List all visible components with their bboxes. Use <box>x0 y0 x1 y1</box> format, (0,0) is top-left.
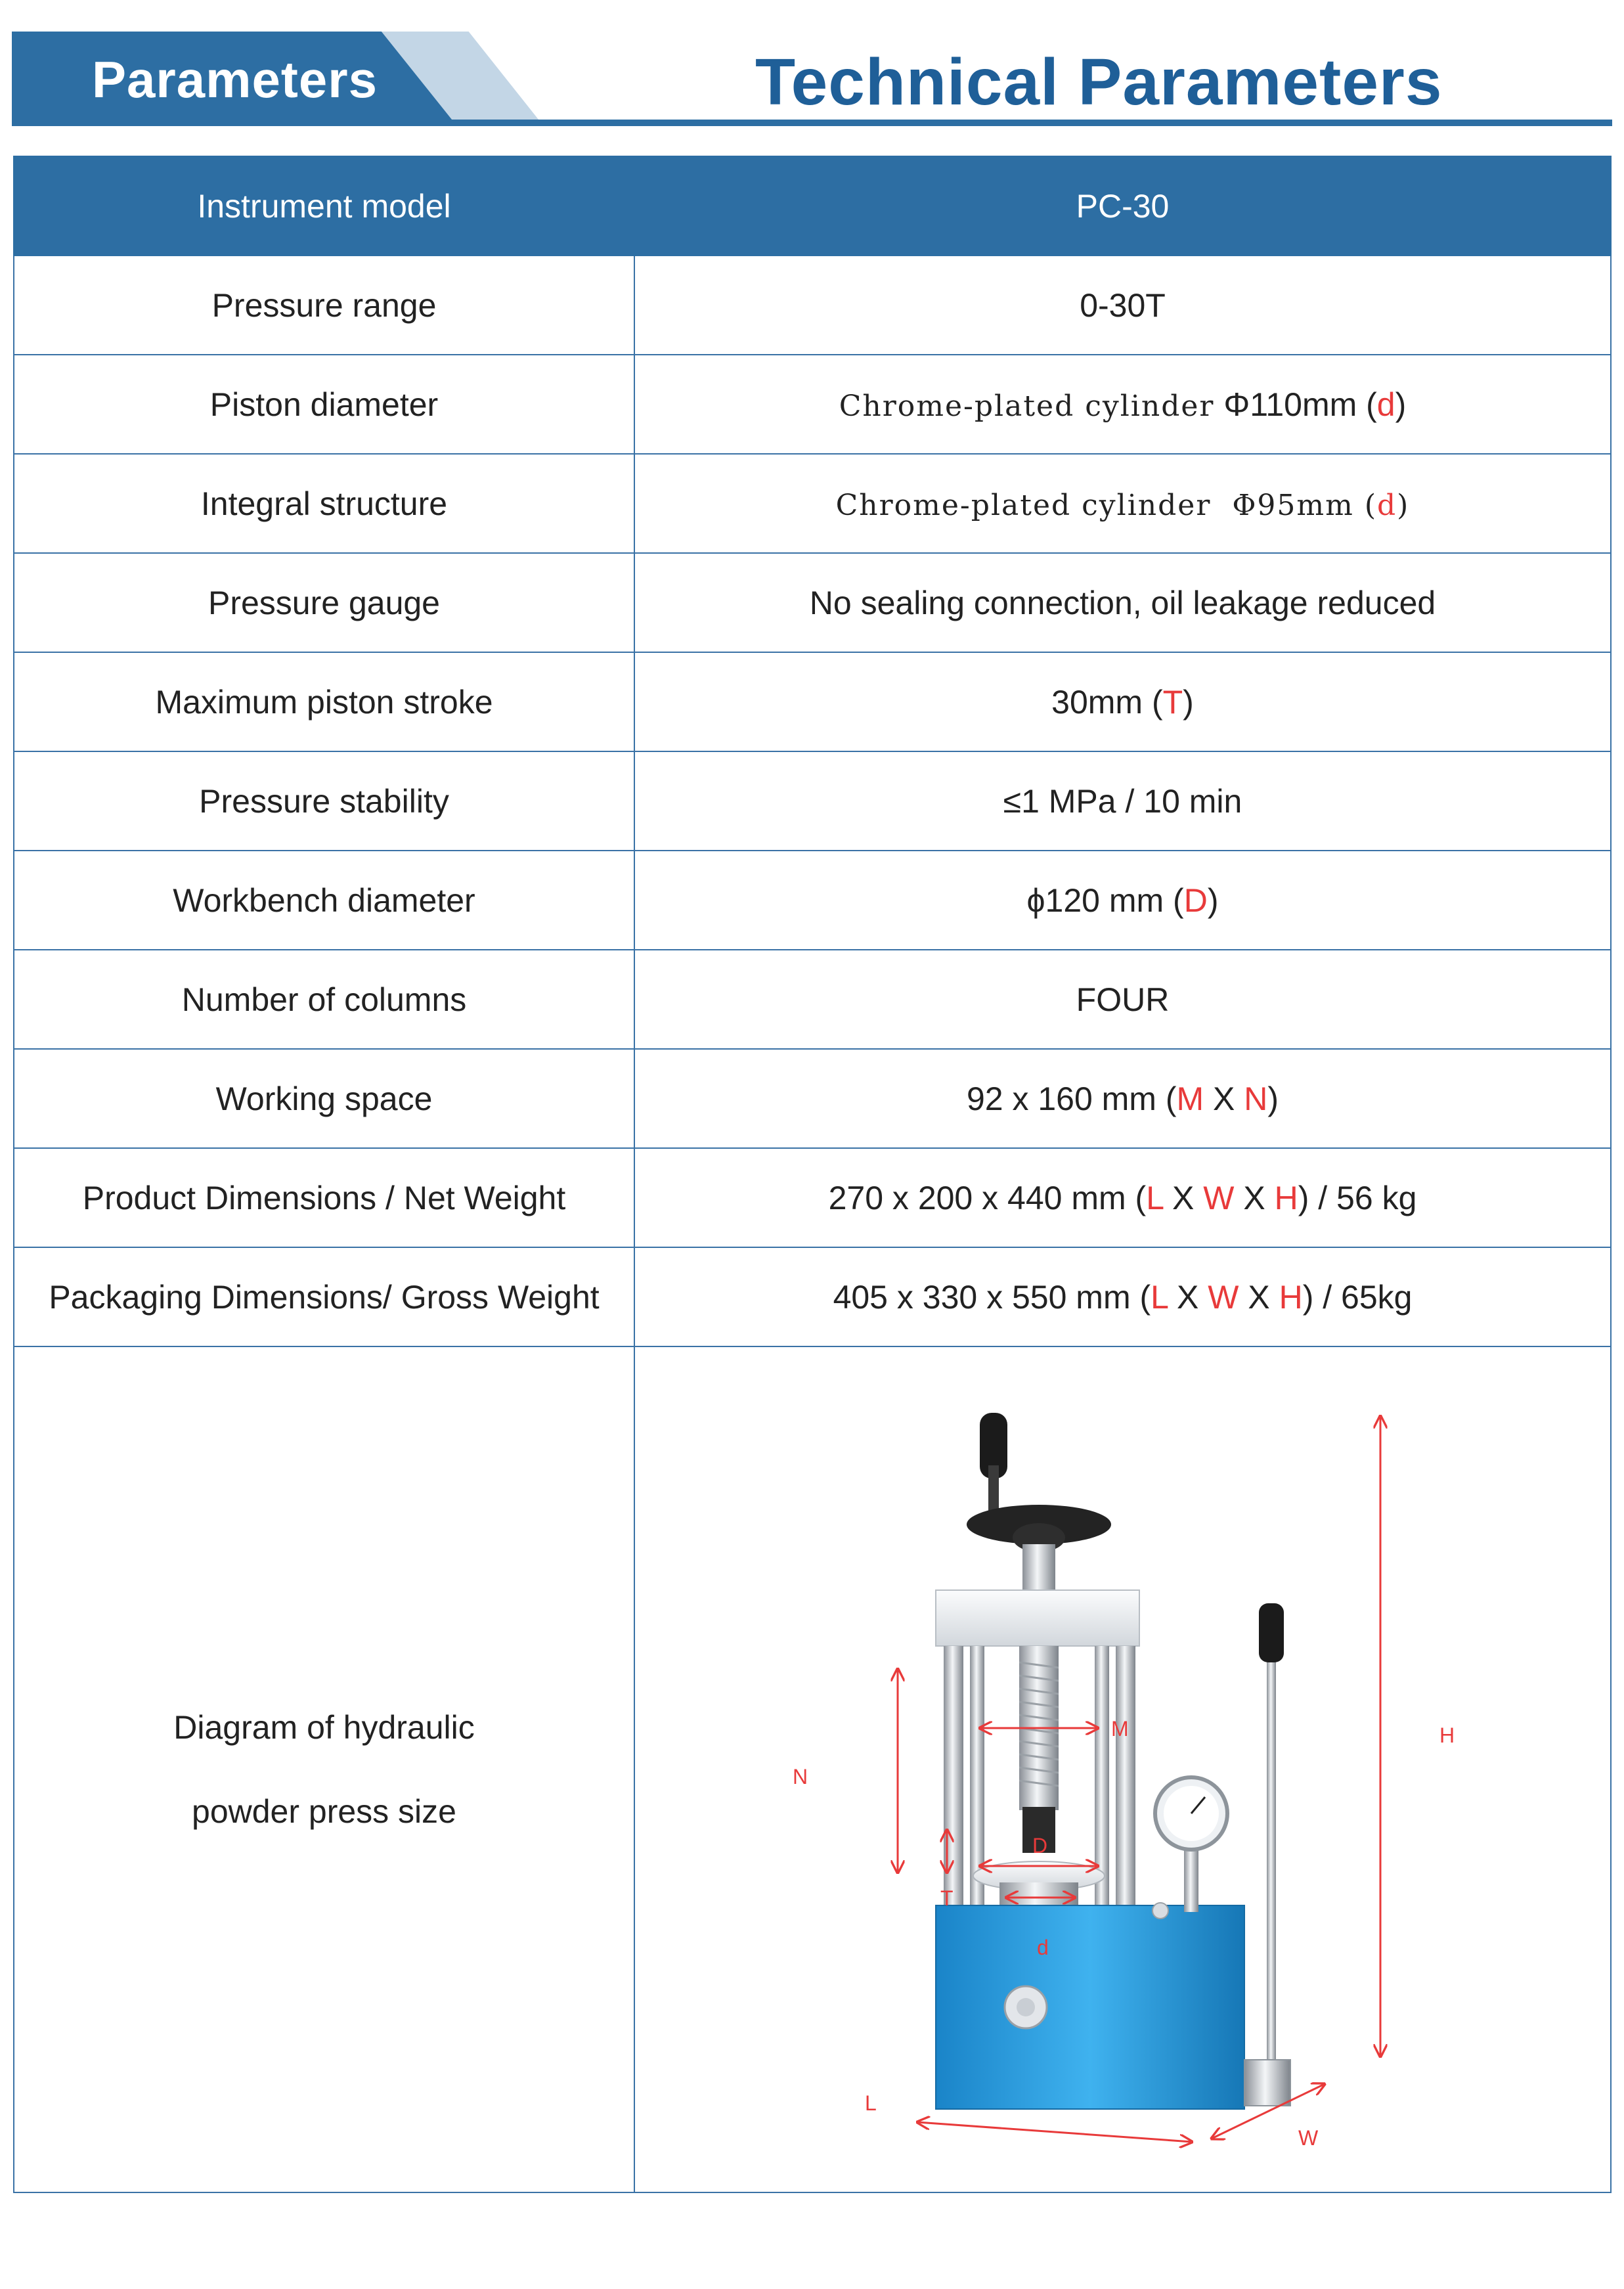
value-sep: X <box>1234 1179 1275 1216</box>
value-sep: X <box>1204 1080 1244 1117</box>
value-suffix: ) <box>1395 386 1407 423</box>
dim-label-L: L <box>865 2091 877 2115</box>
header-tab-label: Parameters <box>92 51 378 108</box>
row-value <box>634 1049 1611 1148</box>
value-suffix: ) <box>1267 1080 1279 1117</box>
dimension-key: H <box>1279 1278 1303 1316</box>
value-suffix: ) <box>1397 488 1410 522</box>
dim-label-N: N <box>793 1765 808 1789</box>
gauge-fitting <box>1184 1846 1198 1912</box>
value-sep: X <box>1163 1179 1204 1216</box>
value-prefix: Chrome-plated cylinder <box>839 389 1215 423</box>
header-label-cell: Instrument model <box>14 156 634 256</box>
dimension-key: N <box>1244 1080 1268 1117</box>
row-value <box>634 652 1611 751</box>
dimension-key: W <box>1203 1179 1235 1216</box>
table-row <box>14 1049 1611 1148</box>
header <box>0 0 1624 131</box>
release-knob-center <box>1017 1998 1035 2016</box>
row-label: Workbench diameter <box>14 851 634 950</box>
dim-L-arrow <box>917 2122 1192 2142</box>
dimension-key: L <box>1151 1278 1168 1316</box>
dim-label-T: T <box>940 1886 954 1910</box>
dim-label-M: M <box>1111 1717 1129 1741</box>
dimension-key: d <box>1376 386 1395 423</box>
table-row <box>14 652 1611 751</box>
value-main: ϕ120 mm ( <box>1026 881 1184 919</box>
row-label: Working space <box>14 1049 634 1148</box>
pump-base <box>936 1905 1244 2109</box>
table-row <box>14 950 1611 1049</box>
pump-lever <box>1267 1656 1276 2089</box>
row-value <box>634 454 1611 553</box>
dimension-key: d <box>1377 488 1397 522</box>
dim-label-d: d <box>1037 1936 1049 1959</box>
dimension-key: M <box>1176 1080 1204 1117</box>
value-suffix: ) / 56 kg <box>1298 1179 1417 1216</box>
table-row <box>14 1148 1611 1247</box>
value-prefix: Chrome-plated cylinder Φ95mm ( <box>835 488 1377 522</box>
value-main: Φ110mm ( <box>1214 386 1377 423</box>
table-row <box>14 355 1611 454</box>
dim-label-H: H <box>1439 1723 1455 1747</box>
row-value <box>634 851 1611 950</box>
value-main: 270 x 200 x 440 mm ( <box>828 1179 1147 1216</box>
diagram-label-line1: Diagram of hydraulic <box>173 1709 475 1746</box>
value-sep: X <box>1239 1278 1279 1316</box>
diagram-label-line2: powder press size <box>192 1793 456 1830</box>
oil-cap <box>1152 1903 1168 1919</box>
diagram-cell <box>634 1346 1611 2192</box>
row-value <box>634 355 1611 454</box>
dim-label-W: W <box>1298 2126 1319 2150</box>
dim-label-D: D <box>1032 1834 1048 1857</box>
row-label: Pressure range <box>14 256 634 355</box>
hydraulic-press-diagram <box>635 1347 1613 2192</box>
table-row <box>14 553 1611 652</box>
table-row <box>14 751 1611 851</box>
value-suffix: ) <box>1183 683 1194 721</box>
dimension-key: L <box>1146 1179 1164 1216</box>
row-value <box>634 1148 1611 1247</box>
row-label: Integral structure <box>14 454 634 553</box>
row-label: Packaging Dimensions/ Gross Weight <box>14 1247 634 1346</box>
row-label: Pressure stability <box>14 751 634 851</box>
value-sep: X <box>1168 1278 1208 1316</box>
row-label: Maximum piston stroke <box>14 652 634 751</box>
row-label: Pressure gauge <box>14 553 634 652</box>
table-header-row <box>14 156 1611 256</box>
column <box>1116 1646 1135 1909</box>
parameters-table <box>13 156 1612 2193</box>
row-label: Number of columns <box>14 950 634 1049</box>
dimension-key: T <box>1162 683 1183 721</box>
row-value: FOUR <box>634 950 1611 1049</box>
value-main: 30mm ( <box>1051 683 1163 721</box>
header-divider <box>12 120 1612 126</box>
diagram-label-cell <box>14 1346 634 2192</box>
value-main: 92 x 160 mm ( <box>966 1080 1177 1117</box>
value-suffix: ) <box>1207 881 1219 919</box>
diagram-row <box>14 1346 1611 2192</box>
table-row <box>14 851 1611 950</box>
row-value: ≤1 MPa / 10 min <box>634 751 1611 851</box>
row-value <box>634 1247 1611 1346</box>
lever-pivot <box>1244 2060 1290 2106</box>
table-row <box>14 454 1611 553</box>
row-value: 0-30T <box>634 256 1611 355</box>
table-row <box>14 1247 1611 1346</box>
value-suffix: ) / 65kg <box>1302 1278 1413 1316</box>
row-label: Piston diameter <box>14 355 634 454</box>
table-row <box>14 256 1611 355</box>
row-label: Product Dimensions / Net Weight <box>14 1148 634 1247</box>
header-value-cell: PC-30 <box>634 156 1611 256</box>
screw-shaft <box>1022 1544 1055 1590</box>
value-main: 405 x 330 x 550 mm ( <box>833 1278 1151 1316</box>
top-plate <box>936 1590 1139 1646</box>
dimension-key: W <box>1208 1278 1239 1316</box>
dimension-key: D <box>1183 881 1208 919</box>
page-title: Technical Parameters <box>755 45 1443 119</box>
lever-grip <box>1259 1603 1284 1662</box>
dimension-key: H <box>1274 1179 1298 1216</box>
row-value: No sealing connection, oil leakage reduced <box>634 553 1611 652</box>
